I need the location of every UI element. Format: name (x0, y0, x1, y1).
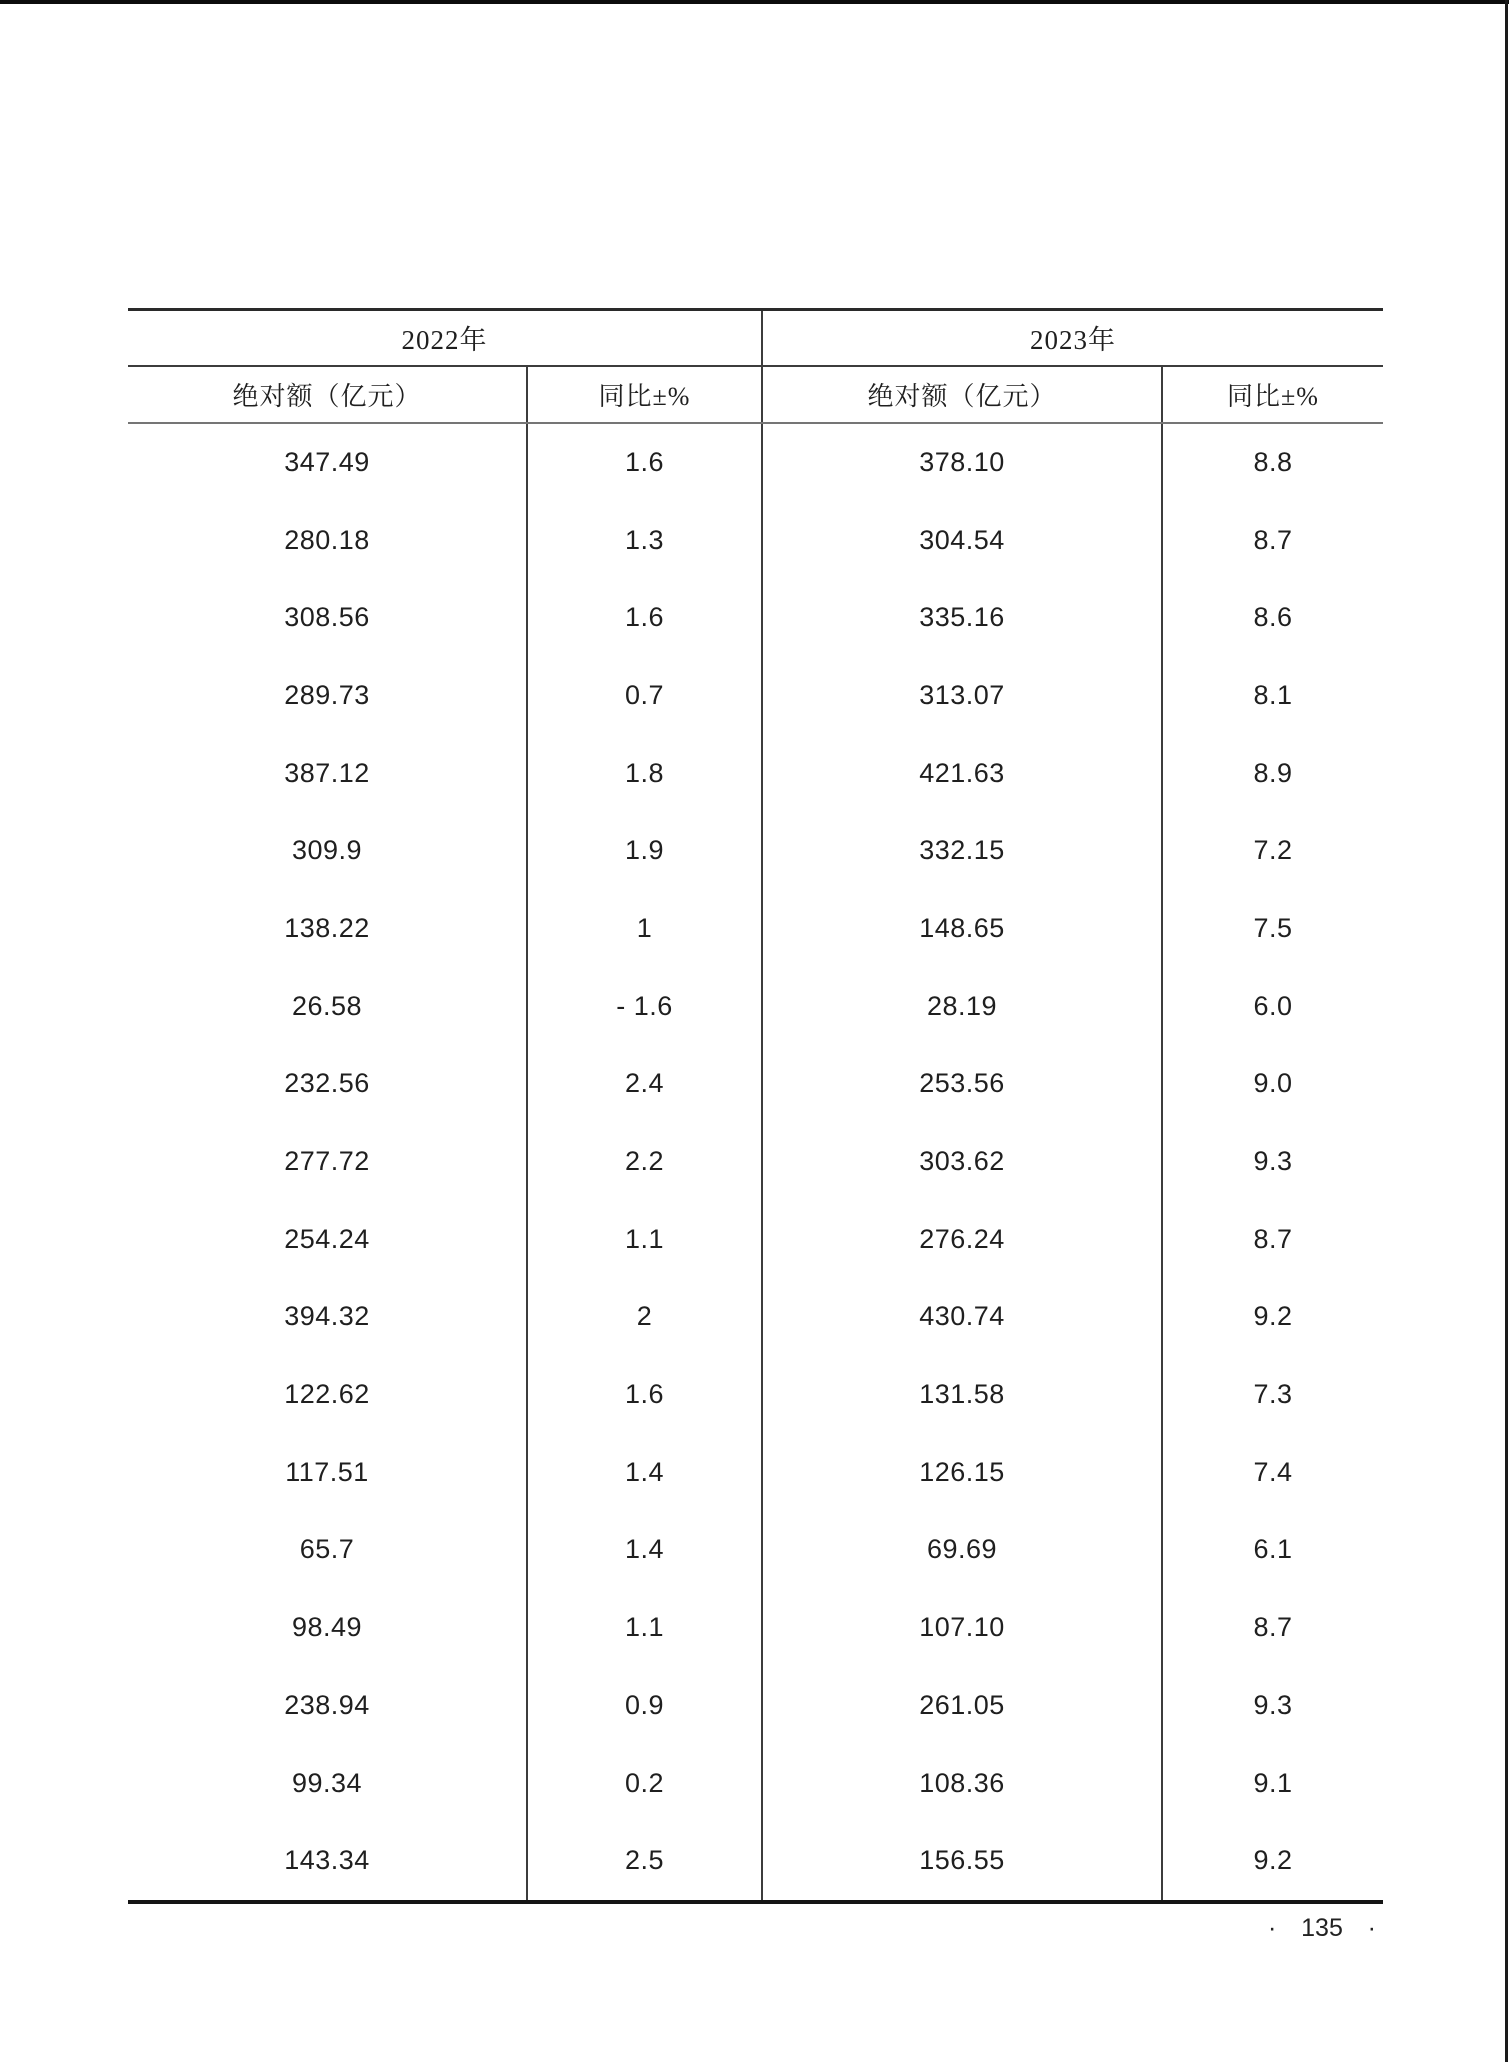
cell-2023-yoy-percent: 8.7 (1253, 1612, 1293, 1643)
cell-2023-absolute-amount: 332.15 (762, 812, 1162, 890)
cell-2023-absolute-amount: 148.65 (762, 890, 1162, 968)
table-header (128, 310, 1383, 423)
cell-2022-yoy-percent: 1.9 (527, 812, 762, 890)
cell-2023-yoy-percent: 6.1 (1253, 1534, 1293, 1565)
cell-2023-absolute-amount: 430.74 (762, 1278, 1162, 1356)
table-row (128, 1822, 1383, 1902)
cell-2022-absolute-amount: 143.34 (128, 1822, 527, 1902)
cell-2023-absolute-amount: 335.16 (762, 579, 1162, 657)
cell-2022-yoy-percent: 0.9 (527, 1667, 762, 1745)
cell-2022-yoy-percent: - 1.6 (527, 967, 762, 1045)
page-number-value: 135 (1301, 1914, 1343, 1942)
table-row (128, 579, 1383, 657)
page-number-left-dot: · (1268, 1914, 1277, 1942)
scan-artifact-right-bar (1505, 0, 1508, 2062)
cell-2022-yoy-percent: 1.1 (527, 1589, 762, 1667)
header-year-2023: 2023年 (762, 310, 1383, 366)
cell-2022-yoy-percent: 1.6 (527, 579, 762, 657)
cell-2023-absolute-amount: 126.15 (762, 1433, 1162, 1511)
subheader-2022-yoy-percent: 同比±% (527, 366, 762, 423)
cell-2023-yoy-percent: 9.0 (1253, 1068, 1293, 1099)
cell-2023-yoy-percent: 9.1 (1253, 1767, 1293, 1798)
table-row (128, 1123, 1383, 1201)
cell-2022-absolute-amount: 122.62 (128, 1356, 527, 1434)
table-row (128, 1511, 1383, 1589)
table-row (128, 423, 1383, 502)
table-header-sub-row (128, 366, 1383, 423)
cell-2023-absolute-amount: 69.69 (762, 1511, 1162, 1589)
cell-2022-yoy-percent: 1.3 (527, 501, 762, 579)
table-row (128, 1744, 1383, 1822)
cell-2023-absolute-amount: 261.05 (762, 1667, 1162, 1745)
table-row (128, 967, 1383, 1045)
cell-2022-yoy-percent: 1.6 (527, 1356, 762, 1434)
cell-2023-absolute-amount: 303.62 (762, 1123, 1162, 1201)
cell-2023-absolute-amount: 304.54 (762, 501, 1162, 579)
subheader-2023-yoy-percent: 同比±% (1162, 366, 1383, 423)
cell-2022-yoy-percent: 0.2 (527, 1744, 762, 1822)
cell-2022-absolute-amount: 289.73 (128, 657, 527, 735)
table-row (128, 890, 1383, 968)
cell-2022-yoy-percent: 2.5 (527, 1822, 762, 1902)
page-number-right-dot: · (1367, 1914, 1376, 1942)
page-number (1268, 1914, 1376, 1943)
cell-2023-absolute-amount: 28.19 (762, 967, 1162, 1045)
table-header-year-row (128, 310, 1383, 366)
cell-2022-yoy-percent: 1.6 (527, 423, 762, 502)
cell-2023-yoy-percent: 8.7 (1253, 524, 1293, 555)
cell-2023-absolute-amount: 131.58 (762, 1356, 1162, 1434)
table-row (128, 1667, 1383, 1745)
cell-2023-absolute-amount: 313.07 (762, 657, 1162, 735)
table-row (128, 1589, 1383, 1667)
cell-2022-absolute-amount: 387.12 (128, 734, 527, 812)
cell-2022-yoy-percent: 1.4 (527, 1433, 762, 1511)
cell-2022-absolute-amount: 308.56 (128, 579, 527, 657)
cell-2023-absolute-amount: 108.36 (762, 1744, 1162, 1822)
cell-2022-yoy-percent: 1.4 (527, 1511, 762, 1589)
cell-2023-absolute-amount: 276.24 (762, 1200, 1162, 1278)
cell-2022-absolute-amount: 99.34 (128, 1744, 527, 1822)
table-row (128, 1278, 1383, 1356)
cell-2022-absolute-amount: 238.94 (128, 1667, 527, 1745)
cell-2022-yoy-percent: 1.1 (527, 1200, 762, 1278)
cell-2022-absolute-amount: 26.58 (128, 967, 527, 1045)
cell-2023-yoy-percent: 8.9 (1253, 757, 1293, 788)
cell-2022-yoy-percent: 1.8 (527, 734, 762, 812)
cell-2023-absolute-amount: 253.56 (762, 1045, 1162, 1123)
cell-2022-absolute-amount: 117.51 (128, 1433, 527, 1511)
cell-2023-absolute-amount: 107.10 (762, 1589, 1162, 1667)
table-body (128, 423, 1383, 1902)
header-year-2022: 2022年 (128, 310, 762, 366)
cell-2023-yoy-percent: 6.0 (1253, 990, 1293, 1021)
cell-2022-absolute-amount: 98.49 (128, 1589, 527, 1667)
cell-2022-absolute-amount: 309.9 (128, 812, 527, 890)
cell-2023-yoy-percent: 9.3 (1253, 1146, 1293, 1177)
table-row (128, 734, 1383, 812)
cell-2023-yoy-percent: 9.3 (1253, 1689, 1293, 1720)
table-row (128, 657, 1383, 735)
cell-2023-yoy-percent: 8.8 (1253, 446, 1293, 477)
cell-2022-yoy-percent: 0.7 (527, 657, 762, 735)
cell-2023-yoy-percent: 8.6 (1253, 602, 1293, 633)
cell-2023-yoy-percent: 7.3 (1253, 1379, 1293, 1410)
cell-2022-absolute-amount: 254.24 (128, 1200, 527, 1278)
cell-2022-absolute-amount: 277.72 (128, 1123, 527, 1201)
cell-2022-absolute-amount: 232.56 (128, 1045, 527, 1123)
table-row (128, 501, 1383, 579)
table-row (128, 1356, 1383, 1434)
cell-2023-yoy-percent: 7.5 (1253, 912, 1293, 943)
statistics-table (128, 308, 1383, 1904)
subheader-2022-absolute-amount: 绝对额（亿元） (128, 366, 527, 423)
cell-2022-yoy-percent: 2 (527, 1278, 762, 1356)
cell-2023-yoy-percent: 7.2 (1253, 835, 1293, 866)
cell-2023-yoy-percent: 9.2 (1253, 1301, 1293, 1332)
cell-2023-absolute-amount: 378.10 (762, 423, 1162, 502)
cell-2022-absolute-amount: 65.7 (128, 1511, 527, 1589)
cell-2023-yoy-percent: 8.1 (1253, 679, 1293, 710)
cell-2023-absolute-amount: 156.55 (762, 1822, 1162, 1902)
cell-2022-absolute-amount: 347.49 (128, 423, 527, 502)
table-row (128, 812, 1383, 890)
cell-2023-yoy-percent: 7.4 (1253, 1456, 1293, 1487)
cell-2023-yoy-percent: 8.7 (1253, 1223, 1293, 1254)
subheader-2023-absolute-amount: 绝对额（亿元） (762, 366, 1162, 423)
cell-2022-yoy-percent: 2.4 (527, 1045, 762, 1123)
cell-2023-yoy-percent: 9.2 (1253, 1845, 1293, 1876)
table-row (128, 1200, 1383, 1278)
cell-2022-absolute-amount: 394.32 (128, 1278, 527, 1356)
cell-2022-absolute-amount: 138.22 (128, 890, 527, 968)
cell-2022-absolute-amount: 280.18 (128, 501, 527, 579)
table-row (128, 1045, 1383, 1123)
scan-artifact-top-bar (0, 0, 1509, 4)
cell-2022-yoy-percent: 2.2 (527, 1123, 762, 1201)
table-row (128, 1433, 1383, 1511)
cell-2022-yoy-percent: 1 (527, 890, 762, 968)
cell-2023-absolute-amount: 421.63 (762, 734, 1162, 812)
